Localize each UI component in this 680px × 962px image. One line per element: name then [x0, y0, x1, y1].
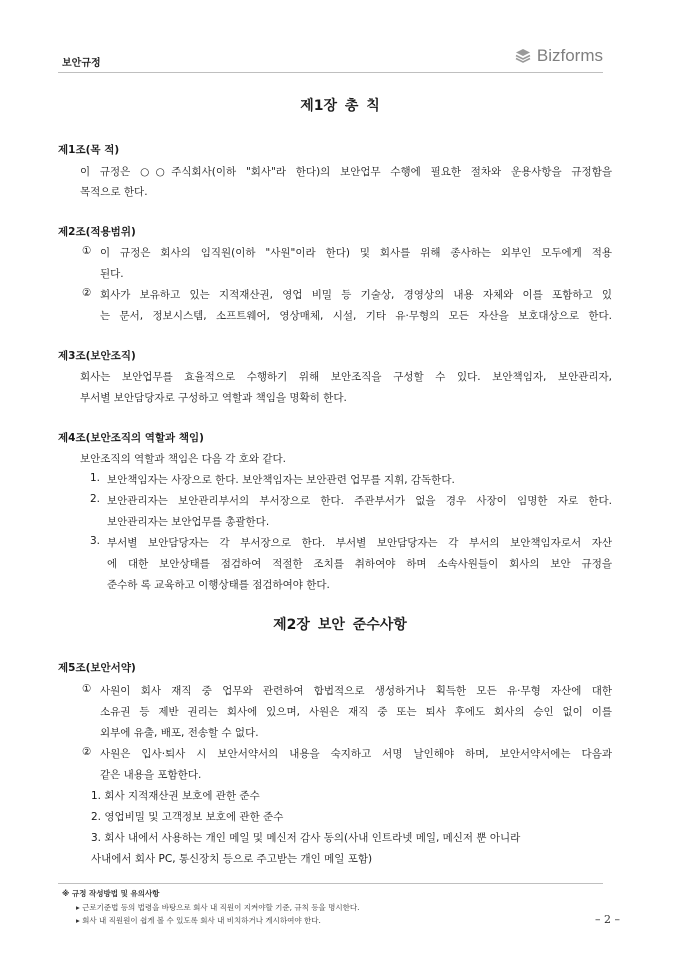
- page-number: – 2 –: [595, 913, 620, 926]
- article-4-intro: 보안조직의 역할과 책임은 다음 각 호와 같다.: [80, 453, 286, 465]
- article-3-title: 제3조(보안조직): [58, 350, 136, 362]
- article-5-title: 제5조(보안서약): [58, 662, 136, 674]
- item-marker: ②: [82, 287, 92, 299]
- stack-icon: [514, 47, 532, 65]
- article-1-title: 제1조(목 적): [58, 144, 120, 156]
- item-marker: ②: [82, 746, 92, 758]
- item-marker: 3.: [90, 535, 101, 547]
- article-2-item-text: 된다.: [100, 268, 124, 280]
- article-5-item-text: 소유권 등 제반 권리는 회사에 있으며, 사원은 재직 중 또는 퇴사 후에도 회사의 승인 없이 이를: [100, 706, 612, 718]
- footer-divider: [58, 883, 603, 884]
- article-5-subitem: 2. 영업비밀 및 고객정보 보호에 관한 준수: [91, 811, 284, 823]
- article-4-item-text: 보안책임자는 사장으로 한다. 보안책임자는 보안관련 업무를 지휘, 감독한다.: [107, 474, 455, 486]
- article-5-item-text: 사원이 회사 재직 중 업무와 관련하여 합법적으로 생성하거나 획득한 모든 유·무형 자산에 대한: [100, 685, 612, 697]
- article-4-item-text: 부서별 보안담당자는 각 부서장으로 한다. 부서별 보안담당자는 각 부서의 보안책임자로서 자산: [107, 537, 612, 549]
- article-3-text: 부서별 보안담당자로 구성하고 역할과 책임을 명확히 한다.: [80, 392, 347, 404]
- article-3-text: 회사는 보안업무를 효율적으로 수행하기 위해 보안조직을 구성할 수 있다. 보안책임자, 보안관리자,: [80, 371, 612, 383]
- item-marker: 2.: [90, 493, 101, 505]
- article-5-subitem: 1. 회사 지적재산권 보호에 관한 준수: [91, 790, 260, 802]
- article-4-title: 제4조(보안조직의 역할과 책임): [58, 432, 204, 444]
- logo-text: Bizforms: [536, 46, 603, 65]
- article-1-text: 목적으로 한다.: [80, 186, 148, 198]
- footnote-item: ▸ 근로기준법 등의 법령을 바탕으로 회사 내 직원이 지켜야할 기준, 규칙 등을 명시한다.: [76, 903, 360, 912]
- article-5-item-text: 같은 내용을 포함한다.: [100, 769, 202, 781]
- article-4-item-text: 보안관리자는 보안업무를 총괄한다.: [107, 516, 270, 528]
- item-marker: 1.: [90, 472, 101, 484]
- article-2-item-text: 이 규정은 회사의 임직원(이하 "사원"이라 한다) 및 회사를 위해 종사하는 외부인 모두에게 적용: [100, 247, 612, 259]
- page-header: [58, 46, 603, 73]
- article-5-subitem: 사내에서 회사 PC, 통신장치 등으로 주고받는 개인 메일 포함): [91, 853, 373, 865]
- document-label: 보안규정: [62, 58, 101, 69]
- article-4-item-text: 보안관리자는 보안관리부서의 부서장으로 한다. 주관부서가 없을 경우 사장이 임명한 자로 한다.: [107, 495, 612, 507]
- article-2-title: 제2조(적용범위): [58, 226, 136, 238]
- article-1-text: 이 규정은 ○○주식회사(이하 "회사"라 한다)의 보안업무 수행에 필요한 절차와 운용사항을 규정함을: [80, 166, 612, 178]
- article-2-item-text: 는 문서, 정보시스템, 소프트웨어, 영상매체, 시설, 기타 유·무형의 모든 자산을 보호대상으로 한다.: [100, 310, 612, 322]
- bizforms-logo: [514, 46, 603, 66]
- article-4-item-text: 준수하 록 교육하고 이행상태를 점검하여야 한다.: [107, 579, 330, 591]
- chapter-1-title: 제1장 총 칙: [300, 98, 380, 114]
- article-5-item-text: 외부에 유출, 배포, 전송할 수 없다.: [100, 727, 259, 739]
- item-marker: ①: [82, 245, 92, 257]
- chapter-2-title: 제2장 보안 준수사항: [273, 617, 407, 633]
- article-5-subitem: 3. 회사 내에서 사용하는 개인 메일 및 메신저 감사 동의(사내 인트라넷 메일, 메신저 뿐 아니라: [91, 832, 521, 844]
- footnote-item: ▸ 회사 내 직원원이 쉽게 볼 수 있도록 회사 내 비치하거나 게시하여야 한다.: [76, 916, 321, 925]
- footnote-title: ※ 규정 작성방법 및 유의사항: [62, 889, 160, 898]
- article-4-item-text: 에 대한 보안상태를 점검하여 적절한 조치를 취하여야 하며 소속사원들이 회사의 보안 규정을: [107, 558, 612, 570]
- article-5-item-text: 사원은 입사·퇴사 시 보안서약서의 내용을 숙지하고 서명 날인해야 하며, 보안서약서에는 다음과: [100, 748, 612, 760]
- article-2-item-text: 회사가 보유하고 있는 지적재산권, 영업 비밀 등 기술상, 경영상의 내용 자체와 이를 포함하고 있: [100, 289, 612, 301]
- item-marker: ①: [82, 683, 92, 695]
